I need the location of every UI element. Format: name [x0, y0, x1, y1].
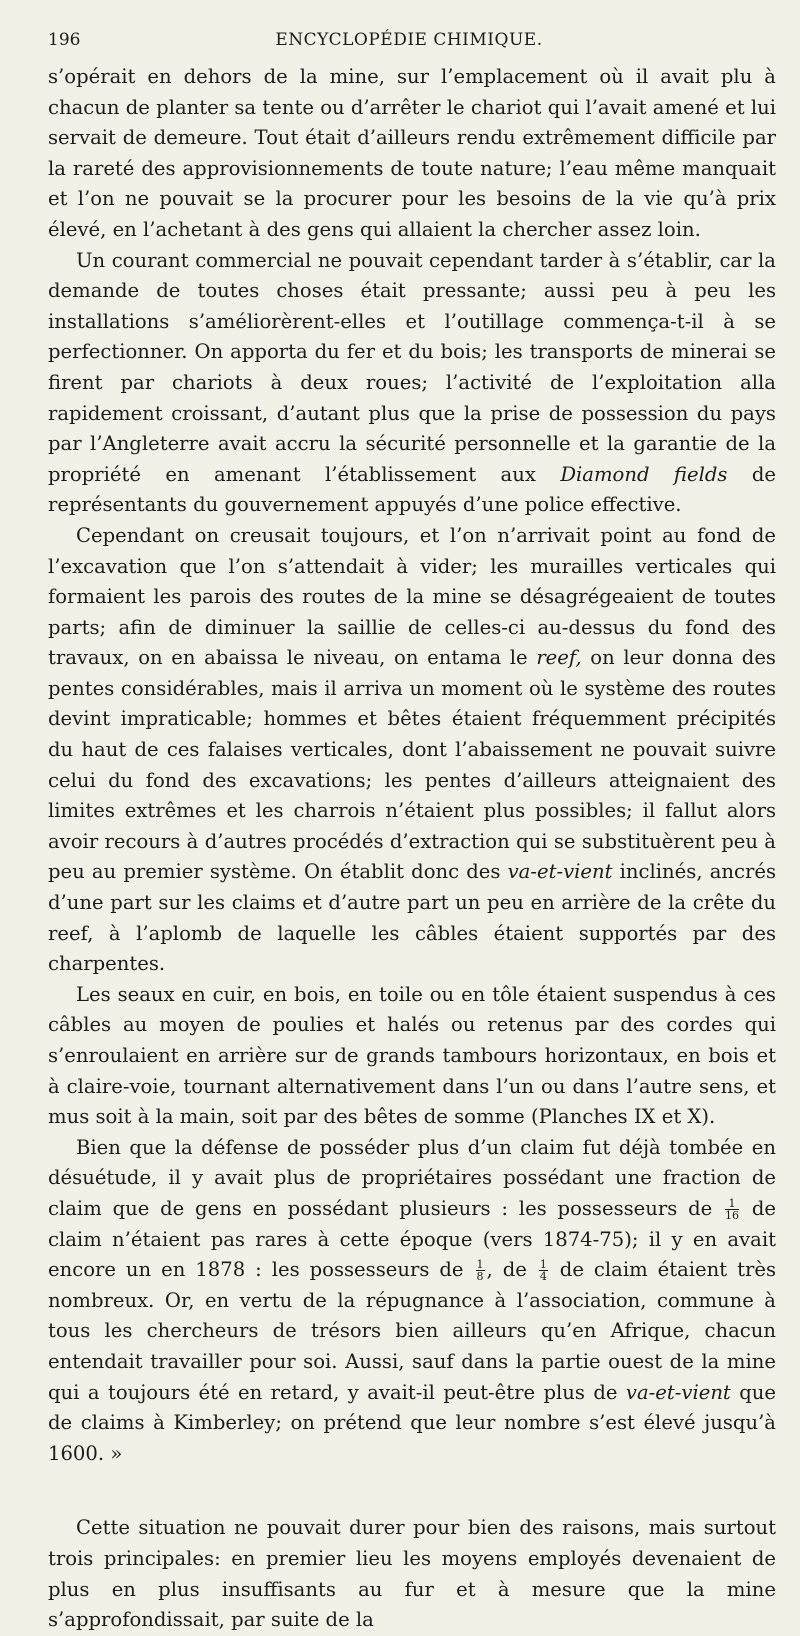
paragraph-5-text-c: , de: [486, 1258, 537, 1282]
page-number: 196: [48, 30, 81, 50]
paragraph-4-text: Les seaux en cuir, en bois, en toile ou en tôle étaient suspendus à ces câbles au moyen de poulies et halés ou retenus par des cordes qui s’enroulaient en arrière sur de grands tambours horizontaux, en bois et à claire-voie, tournant alternativement dans l’un ou dans l’autre sens, et mus soit à la main, soit par des bêtes de somme (Planches IX et X).: [48, 982, 776, 1129]
paragraph-3-text-c: inclinés, ancrés d’une part sur les claims et d’autre part un peu en arrière de la crête du reef, à l’aplomb de laquelle les câbles étaient supportés par des charpentes.: [48, 860, 776, 976]
running-title: ENCYCLOPÉDIE CHIMIQUE.: [275, 30, 543, 50]
paragraph-5-text-b: de claim n’étaient pas rares à cette époque (vers 1874-75); il y en avait encore un en 1878 : les possesseurs de: [48, 1196, 776, 1282]
fraction-denominator: 16: [725, 1208, 740, 1222]
fraction-one-eighth: [476, 1259, 485, 1282]
paragraph-5-text-e: que de claims à Kimberley; on prétend que leur nombre s’est élevé jusqu’à 1600. »: [48, 1380, 776, 1465]
fraction-one-sixteenth: [725, 1198, 739, 1221]
paragraph-1: [48, 62, 776, 246]
fraction-denominator: 8: [476, 1270, 484, 1284]
fraction-one-quarter: [539, 1259, 548, 1282]
page-header: [48, 30, 770, 54]
fraction-numerator: 1: [725, 1198, 739, 1210]
paragraph-5-text-a: Bien que la défense de posséder plus d’un claim fut déjà tombée en désuétude, il y avait plus de propriétaires possédant une fraction de claim que de gens en possédant plusieurs : les possesseurs de: [48, 1135, 776, 1220]
fraction-numerator: 1: [476, 1258, 484, 1272]
paragraph-6: [48, 1513, 776, 1635]
italic-term-reef: reef,: [536, 646, 582, 670]
paragraph-3-text-a: Cependant on creusait toujours, et l’on n’arrivait point au fond de l’excavation que l’on s’attendait à vider; les murailles verticales qui formaient les parois des routes de la mine se désagrégeaient de toutes parts; afin de diminuer la saillie de celles-ci au-dessus du fond des travaux, on en abaissa le niveau, on entama le: [48, 523, 776, 670]
fraction-denominator: 4: [539, 1270, 547, 1284]
paragraph-5-text-d: de claim étaient très nombreux. Or, en vertu de la répugnance à l’association, commune à tous les chercheurs de trésors bien ailleurs qu’en Afrique, chacun entendait travailler pour soi. Aussi, sauf dans la partie ouest de la mine qui a toujours été en retard, y avait-il peut-être plus de: [48, 1258, 777, 1404]
body-text: [48, 62, 776, 1636]
paragraph-4: [48, 980, 776, 1133]
italic-term-va-et-vient: va-et-vient: [507, 860, 613, 884]
italic-term-va-et-vient-2: va-et-vient: [625, 1380, 731, 1404]
paragraph-5: [48, 1133, 776, 1470]
fraction-numerator: 1: [539, 1258, 547, 1272]
italic-term-diamond-fields: Diamond fields: [560, 462, 728, 486]
paragraph-1-text: s’opérait en dehors de la mine, sur l’emplacement où il avait plu à chacun de planter sa tente ou d’arrêter le chariot qui l’avait amené et lui servait de demeure. Tout était d’ailleurs rendu extrêmement difficile par la rareté des approvisionnements de toute nature; l’eau même manquait et l’on ne pouvait se la procurer pour les besoins de la vie qu’à prix élevé, en l’achetant à des gens qui allaient la chercher assez loin.: [48, 65, 776, 241]
paragraph-2: [48, 246, 776, 521]
paragraph-3: [48, 521, 776, 980]
paragraph-2-text-a: Un courant commercial ne pouvait cependant tarder à s’établir, car la demande de toutes choses était pressante; aussi peu à peu les installations s’améliorèrent-elles et l’outillage commença-t-il à se perfectionner. On apporta du fer et du bois; les transports de minerai se firent par chariots à deux roues; l’activité de l’exploitation alla rapidement croissant, d’autant plus que la prise de possession du pays par l’Angleterre avait accru la sécurité personnelle et la garantie de la propriété en amenant l’établissement aux: [48, 248, 776, 486]
paragraph-6-text: Cette situation ne pouvait durer pour bien des raisons, mais surtout trois principales: en premier lieu les moyens employés devenaient de plus en plus insuffisants au fur et à mesure que la mine s’approfondissait, par suite de la: [48, 1516, 776, 1632]
paragraph-3-text-b: on leur donna des pentes considérables, mais il arriva un moment où le système des routes devint impraticable; hommes et bêtes étaient fréquemment précipités du haut de ces falaises verticales, dont l’abaissement ne pouvait suivre celui du fond des excavations; les pentes d’ailleurs atteignaient des limites extrêmes et les charrois n’étaient plus possibles; il fallut alors avoir recours à d’autres procédés d’extraction qui se substituèrent peu à peu au premier système. On établit donc des: [48, 646, 776, 884]
paragraph-2-text-b: de représentants du gouvernement appuyés d’une police effective.: [48, 462, 777, 517]
